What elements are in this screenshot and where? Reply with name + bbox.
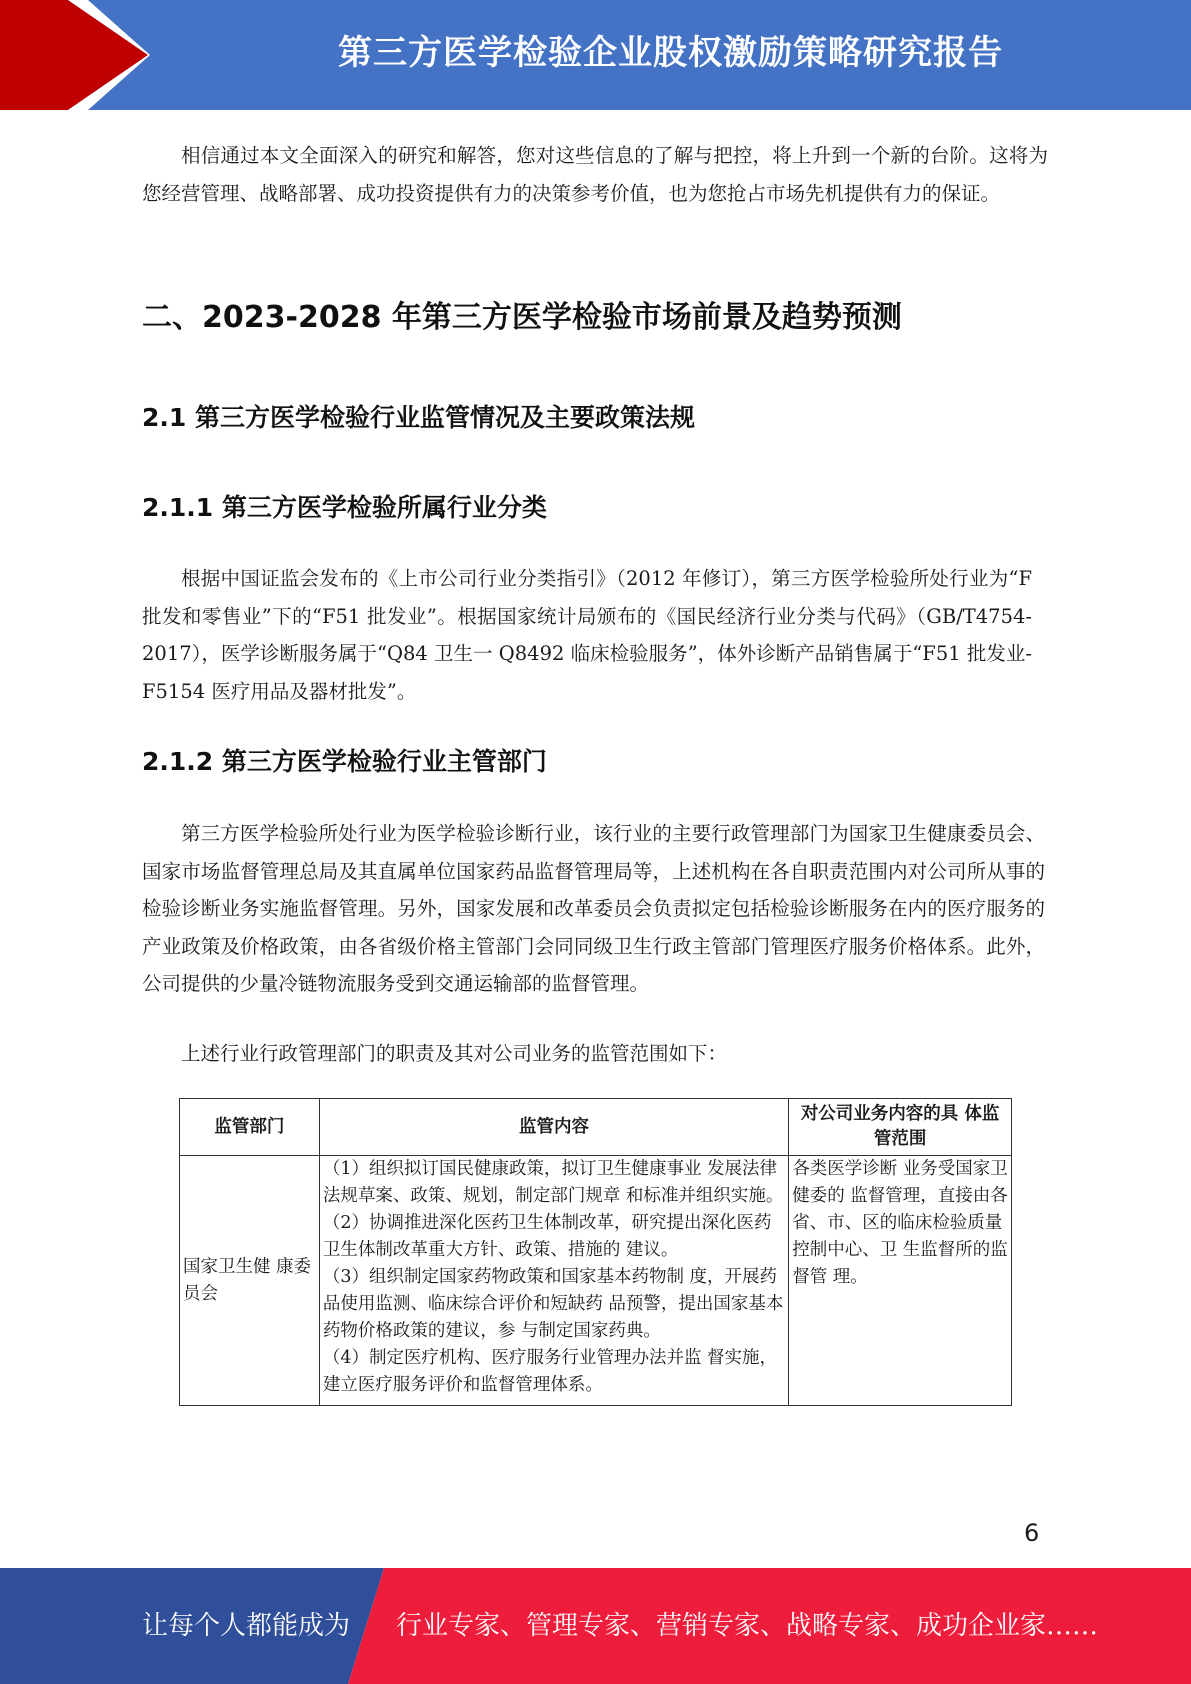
footer-slogan-left: 让每个人都能成为: [142, 1611, 351, 1641]
page-number: 6: [1024, 1519, 1040, 1547]
content-item-2: （2）协调推进深化医药卫生体制改革，研究提出深化医药卫生体制改革重大方针、政策、措施的 建议。: [322, 1213, 772, 1260]
page-header: [0, 0, 1191, 110]
cell-scope: 各类医学诊断 业务受国家卫健委的 监督管理，直接由各 省、市、区的临床检验质量控制中心、卫 生监督所的监督管 理。: [789, 1156, 1012, 1406]
header-content: 监管内容: [319, 1099, 788, 1156]
table-header-row: [180, 1099, 1012, 1156]
regulator-paragraph: 第三方医学检验所处行业为医学检验诊断行业，该行业的主要行政管理部门为国家卫生健康委员会、国家市场监督管理总局及其直属单位国家药品监督管理局等，上述机构在各自职责范围内对公司所从事的检验诊断业务实施监督管理。另外，国家发展和改革委员会负责拟定包括检验诊断服务在内的医疗服务的产业政策及价格政策，由各省级价格主管部门会同同级卫生行政主管部门管理医疗服务价格体系。此外，公司提供的少量冷链物流服务受到交通运输部的监督管理。: [142, 822, 1045, 995]
content-item-1: （1）组织拟订国民健康政策，拟订卫生健康事业 发展法律法规草案、政策、规划，制定部门规章 和标准并组织实施。: [322, 1159, 784, 1206]
footer-slogan-right: 行业专家、管理专家、营销专家、战略专家、成功企业家……: [396, 1611, 1099, 1641]
section-heading-2-1-2: 2.1.2 第三方医学检验行业主管部门: [142, 747, 547, 776]
regulation-table: [179, 1098, 1012, 1406]
section-heading-2: 二、2023-2028 年第三方医学检验市场前景及趋势预测: [142, 300, 902, 335]
table-row: [180, 1156, 1012, 1406]
content-item-3: （3）组织制定国家药物政策和国家基本药物制 度，开展药品使用监测、临床综合评价和短缺药 品预警，提出国家基本药物价格政策的建议，参 与制定国家药典。: [322, 1267, 784, 1341]
section-heading-2-1: 2.1 第三方医学检验行业监管情况及主要政策法规: [142, 403, 695, 432]
table-intro: 上述行业行政管理部门的职责及其对公司业务的监管范围如下：: [181, 1042, 728, 1065]
content-item-4: （4）制定医疗机构、医疗服务行业管理办法并监 督实施，建立医疗服务评价和监督管理体系。: [322, 1348, 778, 1395]
header-scope: 对公司业务内容的具 体监管范围: [789, 1099, 1012, 1156]
header-department: 监管部门: [180, 1099, 320, 1156]
page-footer: [0, 1568, 1191, 1684]
cell-content: [319, 1156, 788, 1406]
industry-classification-paragraph: 根据中国证监会发布的《上市公司行业分类指引》（2012 年修订），第三方医学检验所处行业为“F 批发和零售业”下的“F51 批发业”。根据国家统计局颁布的《国民经济行业分类与代码》（GB/T4754-2017），医学诊断服务属于“Q84 卫生一 Q8492 临床检验服务”，体外诊断产品销售属于“F51 批发业-F5154 医疗用品及器材批发”。: [142, 567, 1032, 703]
cell-department: 国家卫生健 康委员会: [180, 1156, 320, 1406]
section-heading-2-1-1: 2.1.1 第三方医学检验所属行业分类: [142, 493, 547, 522]
intro-paragraph: 相信通过本文全面深入的研究和解答，您对这些信息的了解与把控，将上升到一个新的台阶。这将为您经营管理、战略部署、成功投资提供有力的决策参考价值，也为您抢占市场先机提供有力的保证。: [142, 144, 1048, 205]
report-title: 第三方医学检验企业股权激励策略研究报告: [338, 33, 1003, 73]
